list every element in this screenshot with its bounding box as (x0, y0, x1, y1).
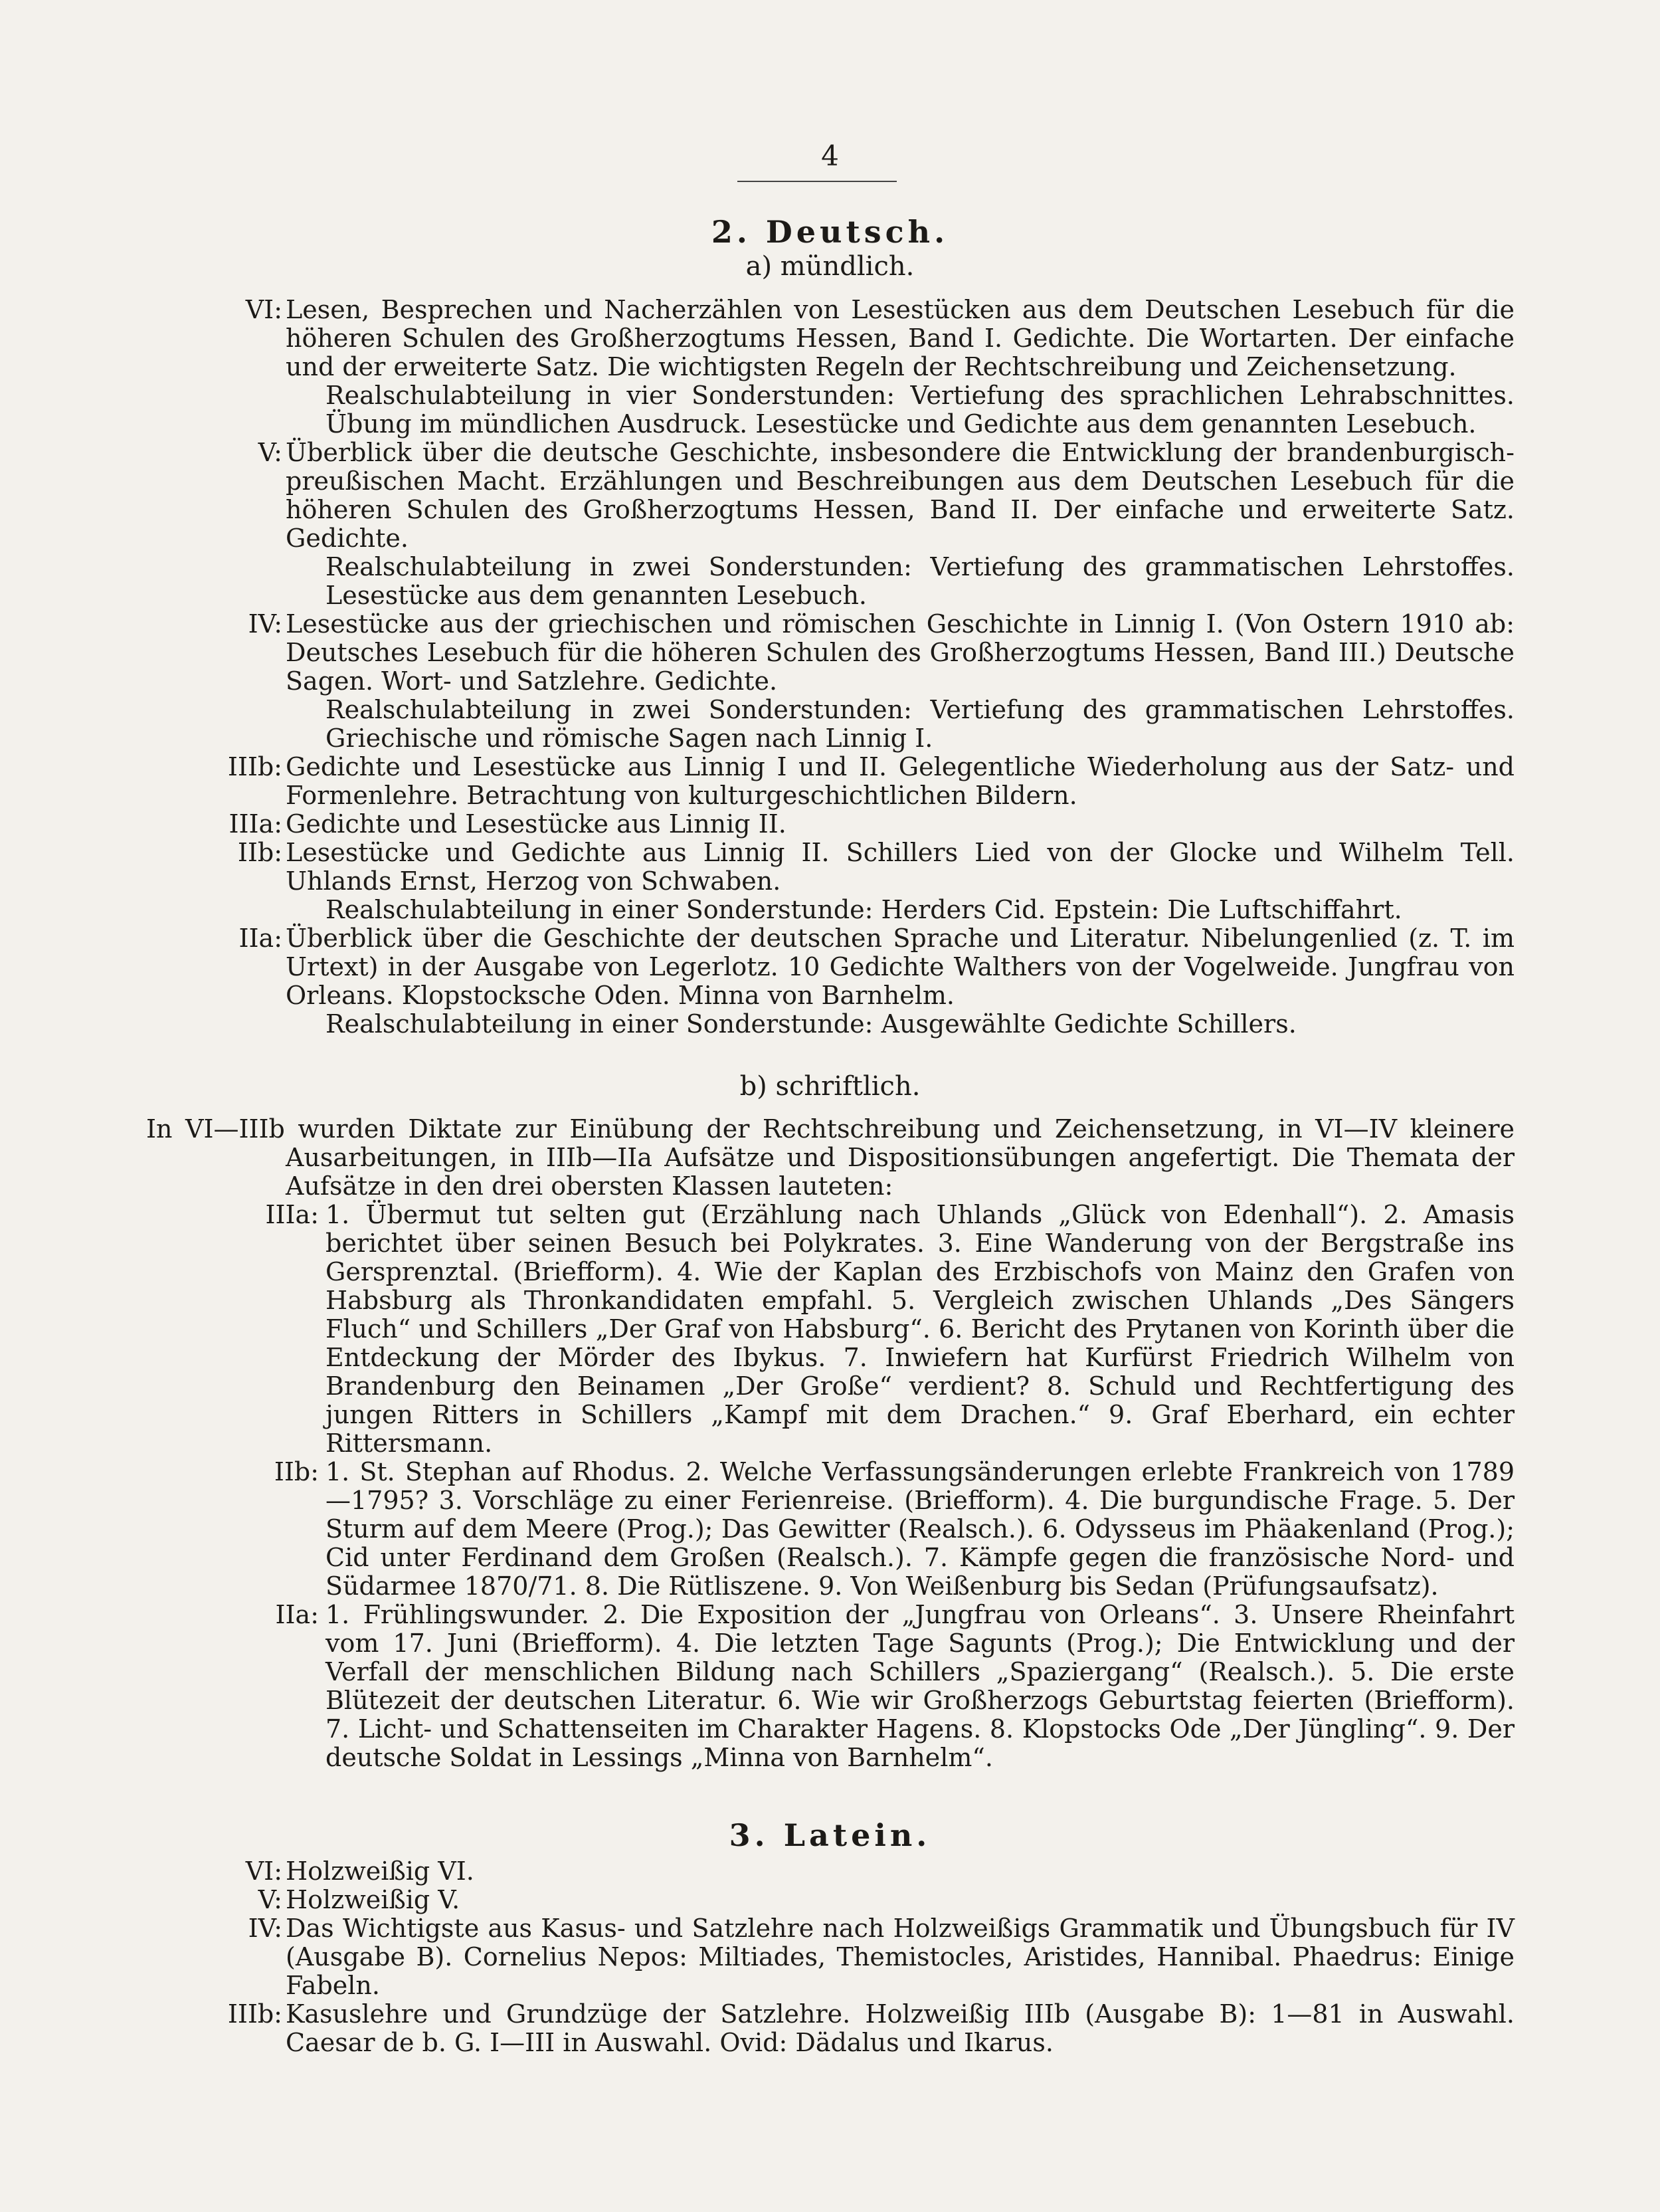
entry-text: Kasuslehre und Grundzüge der Satzlehre. Holzweißig IIIb (Ausgabe B): 1—81 in Auswahl. Caesar de b. G. I—III in Auswahl. Ovid: Dädalus und Ikarus. (286, 1999, 1515, 2057)
entry-text: Lesestücke aus der griechischen und römischen Geschichte in Linnig I. (Von Ostern 1910 ab: Deutsches Lesebuch für die höheren Schulen des Großherzogtums Hessen, Band III.) Deutsche Sagen. Wort- und Satzlehre. Gedichte. (286, 609, 1515, 696)
written-intro-text: In VI—IIIb wurden Diktate zur Einübung der Rechtschreibung und Zeichensetzung, in VI—IV kleinere Ausarbeitungen, in IIIb—IIa Aufsätze und Dispositionsübungen angefertigt. Die Themata der Aufsätze in den drei obersten Klassen lauteten: (146, 1114, 1515, 1201)
oral-heading: a) mündlich. (745, 251, 915, 282)
class-label: IIb: (237, 838, 282, 867)
oral-entry-V (146, 439, 1515, 610)
entry-text: Holzweißig V. (286, 1885, 460, 1914)
topics-IIb (146, 1458, 1515, 1601)
topics-IIIa (146, 1201, 1515, 1458)
entry-text: Lesen, Besprechen und Nacherzählen von Lesestücken aus dem Deutschen Lesebuch für die höheren Schulen des Großherzogtums Hessen, Band I. Gedichte. Die Wortarten. Der einfache und der erweiterte Satz. Die wichtigsten Regeln der Rechtschreibung und Zeichensetzung. (286, 295, 1515, 381)
entry-text: Überblick über die Geschichte der deutschen Sprache und Literatur. Nibelungenlied (z. T. im Urtext) in der Ausgabe von Legerlotz. 10 Gedichte Walthers von der Vogelweide. Jungfrau von Orleans. Klopstocksche Oden. Minna von Barnhelm. (286, 924, 1515, 1010)
oral-entry-IV (146, 610, 1515, 753)
oral-entry-IIb (146, 839, 1515, 924)
class-label: IIIb: (227, 1999, 282, 2029)
oral-entry-IIa (146, 924, 1515, 1039)
entry-text: Das Wichtigste aus Kasus- und Satzlehre nach Holzweißigs Grammatik und Übungsbuch für IV (Ausgabe B). Cornelius Nepos: Miltiades, Themistocles, Aristides, Hannibal. Phaedrus: Einige Fabeln. (286, 1914, 1515, 2000)
entry-note: Realschulabteilung in zwei Sonderstunden: Vertiefung des grammatischen Lehrstoffes. Griechische und römische Sagen nach Linnig I. (325, 695, 1515, 753)
section-heading-deutsch: 2. Deutsch. (711, 214, 949, 250)
written-section (146, 1115, 1515, 1772)
entry-note: Realschulabteilung in einer Sonderstunde: Herders Cid. Epstein: Die Luftschiffahrt. (325, 895, 1402, 924)
class-label: IIIa: (229, 809, 282, 839)
class-label: V: (258, 1885, 282, 1914)
latein-entry-V (146, 1886, 1515, 1914)
topics-IIa (146, 1601, 1515, 1772)
entry-note: Realschulabteilung in zwei Sonderstunden: Vertiefung des grammatischen Lehrstoffes. Lesestücke aus dem genannten Lesebuch. (325, 552, 1515, 610)
class-label: IV: (248, 609, 282, 639)
written-intro (146, 1115, 1515, 1201)
entry-text: Überblick über die deutsche Geschichte, insbesondere die Entwicklung der brandenburgisch-preußischen Macht. Erzählungen und Beschreibungen aus dem Deutschen Lesebuch für die höheren Schulen des Großherzogtums Hessen, Band II. Der einfache und erweiterte Satz. Gedichte. (286, 438, 1515, 553)
written-heading: b) schriftlich. (739, 1071, 921, 1102)
oral-section (146, 296, 1515, 1039)
entry-note: Realschulabteilung in vier Sonderstunden: Vertiefung des sprachlichen Lehrabschnittes. Übung im mündlichen Ausdruck. Lesestücke und Gedichte aus dem genannten Lesebuch. (325, 381, 1515, 439)
class-label: VI: (245, 1857, 282, 1886)
oral-entry-IIIa (146, 810, 1515, 839)
latein-entry-IIIb (146, 2000, 1515, 2057)
entry-text: Gedichte und Lesestücke aus Linnig I und II. Gelegentliche Wiederholung aus der Satz- und Formenlehre. Betrachtung von kulturgeschichtlichen Bildern. (286, 752, 1515, 810)
entry-text: Lesestücke und Gedichte aus Linnig II. Schillers Lied von der Glocke und Wilhelm Tell. Uhlands Ernst, Herzog von Schwaben. (286, 838, 1515, 896)
class-label: IV: (248, 1914, 282, 1943)
page-number: 4 (821, 140, 839, 172)
section-heading-latein: 3. Latein. (729, 1817, 931, 1853)
page-number-rule (737, 181, 897, 182)
topics-text: 1. Übermut tut selten gut (Erzählung nach Uhlands „Glück von Edenhall“). 2. Amasis berichtet über seinen Besuch bei Polykrates. 3. Eine Wanderung von der Bergstraße ins Gersprenztal. (Briefform). 4. Wie der Kaplan des Erzbischofs von Mainz den Grafen von Habsburg als Thronkandidaten empfahl. 5. Vergleich zwischen Uhlands „Des Sängers Fluch“ und Schillers „Der Graf von Habsburg“. 6. Bericht des Prytanen von Korinth über die Entdeckung der Mörder des Ibykus. 7. Inwiefern hat Kurfürst Friedrich Wilhelm von Brandenburg den Beinamen „Der Große“ verdient? 8. Schuld und Rechtfertigung des jungen Ritters in Schillers „Kampf mit dem Drachen.“ 9. Graf Eberhard, ein echter Rittersmann. (325, 1200, 1515, 1458)
entry-text: Holzweißig VI. (286, 1857, 474, 1886)
entry-note: Realschulabteilung in einer Sonderstunde: Ausgewählte Gedichte Schillers. (325, 1009, 1297, 1039)
oral-entry-VI (146, 296, 1515, 439)
latein-entry-IV (146, 1914, 1515, 2000)
entry-text: Gedichte und Lesestücke aus Linnig II. (286, 809, 786, 839)
class-label: IIIb: (227, 752, 282, 781)
class-label: IIIa: (265, 1200, 319, 1229)
class-label: IIb: (274, 1457, 319, 1486)
class-label: IIa: (238, 924, 282, 953)
class-label: V: (258, 438, 282, 467)
topics-text: 1. Frühlingswunder. 2. Die Exposition der „Jungfrau von Orleans“. 3. Unsere Rheinfahrt vom 17. Juni (Briefform). 4. Die letzten Tage Sagunts (Prog.); Die Entwicklung und der Verfall der menschlichen Bildung nach Schillers „Spaziergang“ (Realsch.). 5. Die erste Blütezeit der deutschen Literatur. 6. Wie wir Großherzogs Geburtstag feierten (Briefform). 7. Licht- und Schattenseiten im Charakter Hagens. 8. Klopstocks Ode „Der Jüngling“. 9. Der deutsche Soldat in Lessings „Minna von Barnhelm“. (325, 1600, 1515, 1772)
latein-section (146, 1857, 1515, 2057)
class-label: VI: (245, 295, 282, 324)
topics-text: 1. St. Stephan auf Rhodus. 2. Welche Verfassungsänderungen erlebte Frankreich von 1789—1795? 3. Vorschläge zu einer Ferienreise. (Briefform). 4. Die burgundische Frage. 5. Der Sturm auf dem Meere (Prog.); Das Gewitter (Realsch.). 6. Odysseus im Phäakenland (Prog.); Cid unter Ferdinand dem Großen (Realsch.). 7. Kämpfe gegen die französische Nord- und Südarmee 1870/71. 8. Die Rütliszene. 9. Von Weißenburg bis Sedan (Prüfungsaufsatz). (325, 1457, 1515, 1601)
oral-entry-IIIb (146, 753, 1515, 810)
latein-entry-VI (146, 1857, 1515, 1886)
class-label: IIa: (275, 1600, 319, 1629)
